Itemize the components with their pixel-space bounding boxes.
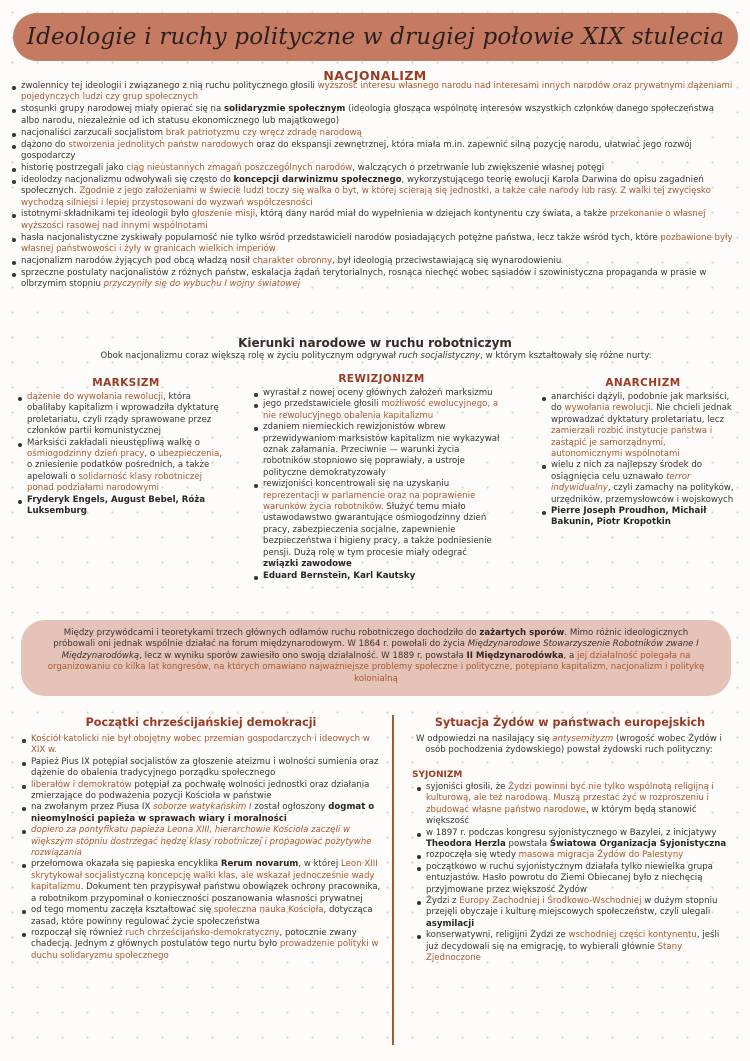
text-segment: anarchiści dążyli, podobnie jak marksiści, do <box>551 392 730 414</box>
text-segment: , w której <box>298 859 341 870</box>
text-segment: , dotycząca zasad, które powinny regulować życie społeczeństwa <box>31 905 373 927</box>
text-segment: prowadzenie polityki w duchu solidaryzmu społecznego <box>31 939 379 961</box>
text-segment: przełomowa okazała się papieska encyklika <box>31 859 221 870</box>
text-segment: społeczna nauka Kościoła <box>213 905 324 916</box>
list-item <box>21 268 735 291</box>
text-segment: powstała <box>505 839 550 850</box>
text-segment: Zgodnie z jego założeniami w świecie ludzi toczy się walka o byt, w której scierają się jednostki, a także całe narody lub rasy. Z walki tej zwycięsko wychodzą silniejsi i lepiej przystosowani do wyzwań współczesności <box>21 186 711 208</box>
text-segment: rozpoczął się również <box>31 927 126 938</box>
list-item <box>551 506 735 529</box>
text-segment: , wykorzystującego teorię ewolucji Karola Darwina do opisu zagadnień społecznych. <box>21 174 704 197</box>
miedzynarodowki-box <box>21 620 731 696</box>
list-item <box>263 571 500 582</box>
text-segment: zamierzali rozbić instytucje państwa i zastąpić je samorządnymi, autonomicznymi wspólnotami <box>551 426 713 460</box>
text-segment: w dużym stopniu przejęli obyczaje i kulturę miejscowych społeczeństw, czyli ulegali <box>426 896 718 918</box>
text-segment: (ideologia głosząca wspólnotę interesów wszystkich członków danego społeczeństwa albo narodu, niezależnie od ich statusu ekonomicznego lub majątkowego) <box>21 104 715 126</box>
list-item <box>21 233 735 256</box>
text-segment: terror indywidualny <box>551 471 691 494</box>
text-segment: Stany Zjednoczone <box>426 941 683 964</box>
text-segment: rozpoczęła się wtedy <box>426 850 519 861</box>
text-segment: , o <box>144 449 158 460</box>
list-item <box>551 460 735 506</box>
list-item <box>31 780 383 803</box>
list-item <box>21 163 735 174</box>
list-item <box>551 392 735 460</box>
text-segment: Żydzi powinni być nie tylko wspólnotą religijną i kulturową, ale też narodową. Muszą przestać żyć w rozproszeniu i zbudować własne państwo narodowe <box>426 782 714 815</box>
text-segment: (wrogość wobec Żydów i osób pochodzenia żydowskiego) powstał żydowski ruch polityczny: <box>425 734 722 756</box>
text-segment: Theodora Herzla <box>426 839 506 850</box>
text-segment: Światowa Organizacja Syjonistyczna <box>549 839 727 850</box>
list-item <box>27 392 225 438</box>
text-segment: zwolennicy tej ideologii i związanego z nią ruchu politycznego głosili <box>21 81 318 91</box>
text-segment: dogmat o nieomylności papieża w sprawach wiary i moralności <box>31 802 375 824</box>
list-item <box>21 140 735 163</box>
text-segment: Pierre Joseph Proudhon, Michaił Bakunin, Piotr Kropotkin <box>551 506 707 528</box>
text-segment: koncepcji darwinizmu społecznego <box>233 174 402 185</box>
text-segment: istotnymi składnikami tej ideologii było <box>21 209 192 220</box>
text-segment: Fryderyk Engels, August Bebel, Róża Luksemburg <box>27 494 206 517</box>
text-segment: charakter obronny <box>252 256 333 267</box>
text-segment: w 1897 r. podczas kongresu syjonistycznego w Bazylei, z inicjatywy <box>426 827 717 838</box>
text-segment: jej działalność polegała na organizowaniu co kilka lat kongresów, na których omawiano najważniejsze problemy społeczne i polityczne, potępiano kapitalizm, nacjonalizm i politykę kolonialną <box>47 650 705 684</box>
rewizjonizm-list <box>263 388 500 582</box>
text-segment: jego przedstawiciele głosili <box>263 399 382 410</box>
text-segment: Obok nacjonalizmu coraz większą rolę w życiu politycznym odgrywał <box>100 351 399 361</box>
text-segment: od tego momentu zaczęła kształtować się <box>31 905 214 916</box>
list-item <box>31 928 383 962</box>
text-segment: , w którym kształtowały się różne nurty: <box>480 351 652 361</box>
nacjonalizm-list <box>21 81 735 291</box>
text-segment: nacjonaliści zarzucali socjalistom <box>21 127 166 138</box>
text-segment: nacjonalizm narodów żyjących pod obcą władzą nosił <box>21 256 253 267</box>
list-item <box>31 859 383 905</box>
text-segment: , walczących o przetrwanie lub zwiększenie własnej potęgi <box>352 162 605 173</box>
text-segment: ruch socjalistyczny <box>398 351 481 361</box>
text-segment: przyczyniły się do wybuchu I wojny światowej <box>103 279 301 290</box>
text-segment: , czyli zamachy na polityków, urzędników, przemysłowców i wojskowych <box>551 483 734 505</box>
text-segment: . Mimo różnic ideologicznych próbowali oni jednak wspólnie działać na forum międzynarodowym. W 1864 r. powołali do życia <box>53 628 689 650</box>
list-item <box>31 905 383 928</box>
column-divider <box>392 715 394 1045</box>
text-segment: reprezentacji w parlamencie oraz na poprawienie warunków życia robotników <box>263 490 476 513</box>
list-item <box>27 438 225 495</box>
list-item <box>426 782 730 828</box>
rewizjonizm-heading: REWIZJONIZM <box>338 373 425 385</box>
text-segment: zdaniem niemieckich rewizjonistów wbrew przewidywaniom marksistów kapitalizm nie wykazywał oznak załamania. Przeciwnie — warunki życia robotników stopniowo się poprawiały, a ustroje polityczne demokratyzowały <box>263 422 500 478</box>
text-segment: stosunki grupy narodowej miały opierać się na <box>21 104 224 115</box>
text-segment: Eduard Bernstein, Karl Kautsky <box>263 570 416 581</box>
text-segment: rewizjoniści koncentrowali się na uzyskaniu <box>263 479 450 490</box>
text-segment: liberałów i demokratów <box>31 779 132 790</box>
list-item <box>426 930 730 964</box>
text-segment: ideolodzy nacjonalizmu odwoływali się często do <box>21 174 234 185</box>
page-title: Ideologie i ruchy polityczne w drugiej połowie XIX stulecia <box>26 24 725 50</box>
chadecja-list <box>31 734 383 962</box>
kierunki-heading: Kierunki narodowe w ruchu robotniczym <box>238 336 512 350</box>
text-segment: dążenie do wywołania rewolucji <box>27 392 164 402</box>
nacjonalizm-heading: NACJONALIZM <box>323 68 427 83</box>
list-item <box>263 422 500 479</box>
text-segment: związki zawodowe <box>263 559 352 570</box>
text-segment: antysemityzm <box>552 734 614 744</box>
text-segment: zażartych sporów <box>479 628 565 638</box>
list-item <box>426 862 730 896</box>
text-segment: konserwatywni, religijni Żydzi ze <box>426 930 569 941</box>
text-segment: W odpowiedzi na nasilający się <box>416 734 553 744</box>
chadecja-heading: Początki chrześcijańskiej demokracji <box>85 716 317 729</box>
text-segment: Między przywódcami i teoretykami trzech głównych odłamów ruchu robotniczego dochodziło do <box>63 628 480 638</box>
text-segment: Kościół katolicki nie był obojętny wobec przemian gospodarczych i ideowych w XIX w. <box>31 734 370 756</box>
anarchizm-list <box>551 392 735 529</box>
text-segment: stworzenia jednolitych państw narodowych <box>68 139 254 150</box>
text-segment: wywołania rewolucji <box>564 403 651 414</box>
text-segment: sprzeczne postulaty nacjonalistów z różnych państw, eskalacja żądań terytorialnych, rosnąca niechęć wobec sąsiadów i szowinistyczna propaganda w prasie w olbrzymim stopniu <box>21 268 707 290</box>
marksizm-list <box>27 392 225 517</box>
list-item <box>263 479 500 570</box>
list-item <box>31 734 383 757</box>
list-item <box>426 850 730 861</box>
text-segment: , jeśli już decydowali się na emigrację, to wybierali głównie <box>426 930 720 952</box>
text-segment: Międzynarodowe Stowarzyszenie Robotników zwane I Międzynarodówką <box>61 639 699 661</box>
text-segment: Leon XIII skrytykował socjalistyczną koncepcję walki klas, ale wskazał jednocześnie wady kapitalizmu <box>31 859 378 893</box>
text-segment: , a <box>563 650 578 661</box>
marksizm-heading: MARKSIZM <box>92 377 160 389</box>
text-segment: Rerum novarum <box>220 859 299 870</box>
zydzi-heading: Sytuacja Żydów w państwach europejskich <box>434 716 706 729</box>
text-segment: historię postrzegali jako <box>21 162 127 173</box>
text-segment: potępiał za pochwałę wolności jednostki oraz działania zmierzające do podważenia pozycji Kościoła w państwie <box>31 779 370 802</box>
syjonizm-list <box>426 782 730 965</box>
text-segment: . Dokument ten przypisywał państwu obowiązek ochrony pracownika, a robotnikom przypominał o konieczności poszanowania własności prywatnej <box>31 882 381 904</box>
kierunki-intro <box>21 351 731 362</box>
rewizjonizm-column <box>263 373 500 582</box>
text-segment: dążono do <box>21 139 69 150</box>
text-segment: dopiero za pontyfikatu papieża Leona XIII, hierarchowie Kościoła zaczęli w większym stopniu dostrzegać nędzę klasy robotniczej i propagować pozytywne rozwiązania <box>31 825 372 859</box>
zydzi-intro <box>408 734 730 757</box>
list-item <box>21 256 735 267</box>
text-segment: Marksiści zakładali nieustępliwą walkę o <box>27 437 200 448</box>
list-item <box>426 828 730 851</box>
text-segment: Europy Zachodniej i Środkowo-Wschodniej <box>459 896 642 907</box>
text-segment: syjoniści głosili, że <box>426 782 509 792</box>
text-segment: przekonanie o własnej wyższości rasowej nad innymi wspólnotami <box>21 209 706 231</box>
anarchizm-column <box>551 377 735 529</box>
text-segment: Papież Pius IX potępiał socjalistów za głoszenie ateizmu i wolności sumienia oraz dążenie do obalenia tradycyjnego porządku społecznego <box>31 756 379 779</box>
text-segment: głoszenie misji <box>191 209 255 220</box>
text-segment: , w którym będą stanowić większość <box>426 804 697 827</box>
marksizm-column <box>27 377 225 517</box>
text-segment: soborze watykańskim I <box>153 802 252 813</box>
text-segment: . Służyć temu miało ustawodawstwo gwarantujące ośmiogodzinny dzień pracy, zabezpieczenia socjalne, zapewnienie bezpieczeństwa i higieny pracy, a także podniesienie pensji. Dużą rolę w tym procesie miały odegrać <box>263 502 492 558</box>
text-segment: na zwołanym przez Piusa IX <box>31 802 154 813</box>
list-item <box>31 825 383 859</box>
list-item <box>27 495 225 518</box>
list-item <box>21 104 735 127</box>
text-segment: pozbawione były własnej państwowości i żyły w granicach wielkich imperiów <box>21 232 733 255</box>
text-segment: masowa migracja Żydów do Palestyny <box>518 850 684 861</box>
text-segment: oraz do ekspansji zewnętrznej, która miała m.in. zapewnić silną pozycję narodu, ułatwiać jego rozwój gospodarczy <box>21 139 692 161</box>
list-item <box>21 209 735 232</box>
list-item <box>263 399 500 422</box>
text-segment: asymilacji <box>426 918 475 929</box>
list-item <box>21 128 735 139</box>
text-segment: wielu z nich za najlepszy środek do osiągnięcia celu uznawało <box>551 460 703 482</box>
text-segment: początkowo w ruchu syjonistycznym działała tylko niewielka grupa entuzjastów. Hasło powrotu do Ziemi Obiecanej było z niechęcią przyjmowane przez większość Żydów <box>426 861 713 895</box>
text-segment: Żydzi z <box>426 896 460 907</box>
text-segment: wyrastał z nowej oceny głównych założeń marksizmu <box>263 388 493 398</box>
anarchizm-heading: ANARCHIZM <box>605 377 681 389</box>
text-segment: , którą dany naród miał do wypełnienia w dziejach kontynentu czy świata, a także <box>254 209 610 220</box>
text-segment: hasła nacjonalistyczne zyskiwały popularność nie tylko wśród przedstawicieli narodów posiadających potężne państwa, lecz także wśród tych, które <box>21 232 661 243</box>
list-item <box>21 175 735 209</box>
text-segment: , lecz w wyniku sporów zawiesiło ono swoją działalność. W 1889 r. powstała <box>139 650 467 661</box>
list-item <box>21 81 735 104</box>
list-item <box>426 896 730 930</box>
title-banner <box>13 13 738 61</box>
text-segment: . Nie chcieli jednak wprowadzać dyktatury proletariatu, lecz <box>551 403 732 425</box>
text-segment: ośmiogodzinny dzień pracy <box>27 449 145 460</box>
list-item <box>31 802 383 825</box>
text-segment: wschodniej części kontynentu <box>568 930 697 941</box>
text-segment: , potocznie zwany chadecją. Jednym z głównych postulatów tego nurtu było <box>31 927 357 950</box>
text-segment: ruch chrześcijańsko-demokratyczny <box>125 927 280 938</box>
text-segment: solidaryzmie społecznym <box>224 104 346 115</box>
text-segment: możliwość ewolucyjnego, a nie rewolucyjnego obalenia kapitalizmu <box>263 399 499 421</box>
syjonizm-heading: SYJONIZM <box>412 770 463 780</box>
text-segment: ciąg nieustannych zmagań poszczególnych narodów <box>126 162 353 173</box>
list-item <box>263 388 500 399</box>
text-segment: II Międzynarodówka <box>466 650 564 661</box>
text-segment: brak patriotyzmu czy wręcz zdradę narodową <box>165 127 362 138</box>
text-segment: , która obaliłaby kapitalizm i wprowadziła dyktaturę proletariatu, czyli rządy sprawowane przez członków partii komunistycznej <box>27 392 219 437</box>
text-segment: solidarność klasy robotniczej ponad podziałami narodowymi <box>27 471 203 494</box>
text-segment: został ogłoszony <box>251 802 329 813</box>
text-segment: , o zniesienie podatków pośrednich, a także apelowali o <box>27 449 223 482</box>
list-item <box>31 757 383 780</box>
text-segment: ubezpieczenia <box>157 449 220 460</box>
text-segment: , był ideologią przeciwstawiającą się wynarodowieniu <box>332 256 562 267</box>
text-segment: wyższość interesu własnego narodu nad interesami innych narodów oraz prywatnymi dążeniami pojedynczych ludzi czy grup społecznych <box>21 81 733 103</box>
